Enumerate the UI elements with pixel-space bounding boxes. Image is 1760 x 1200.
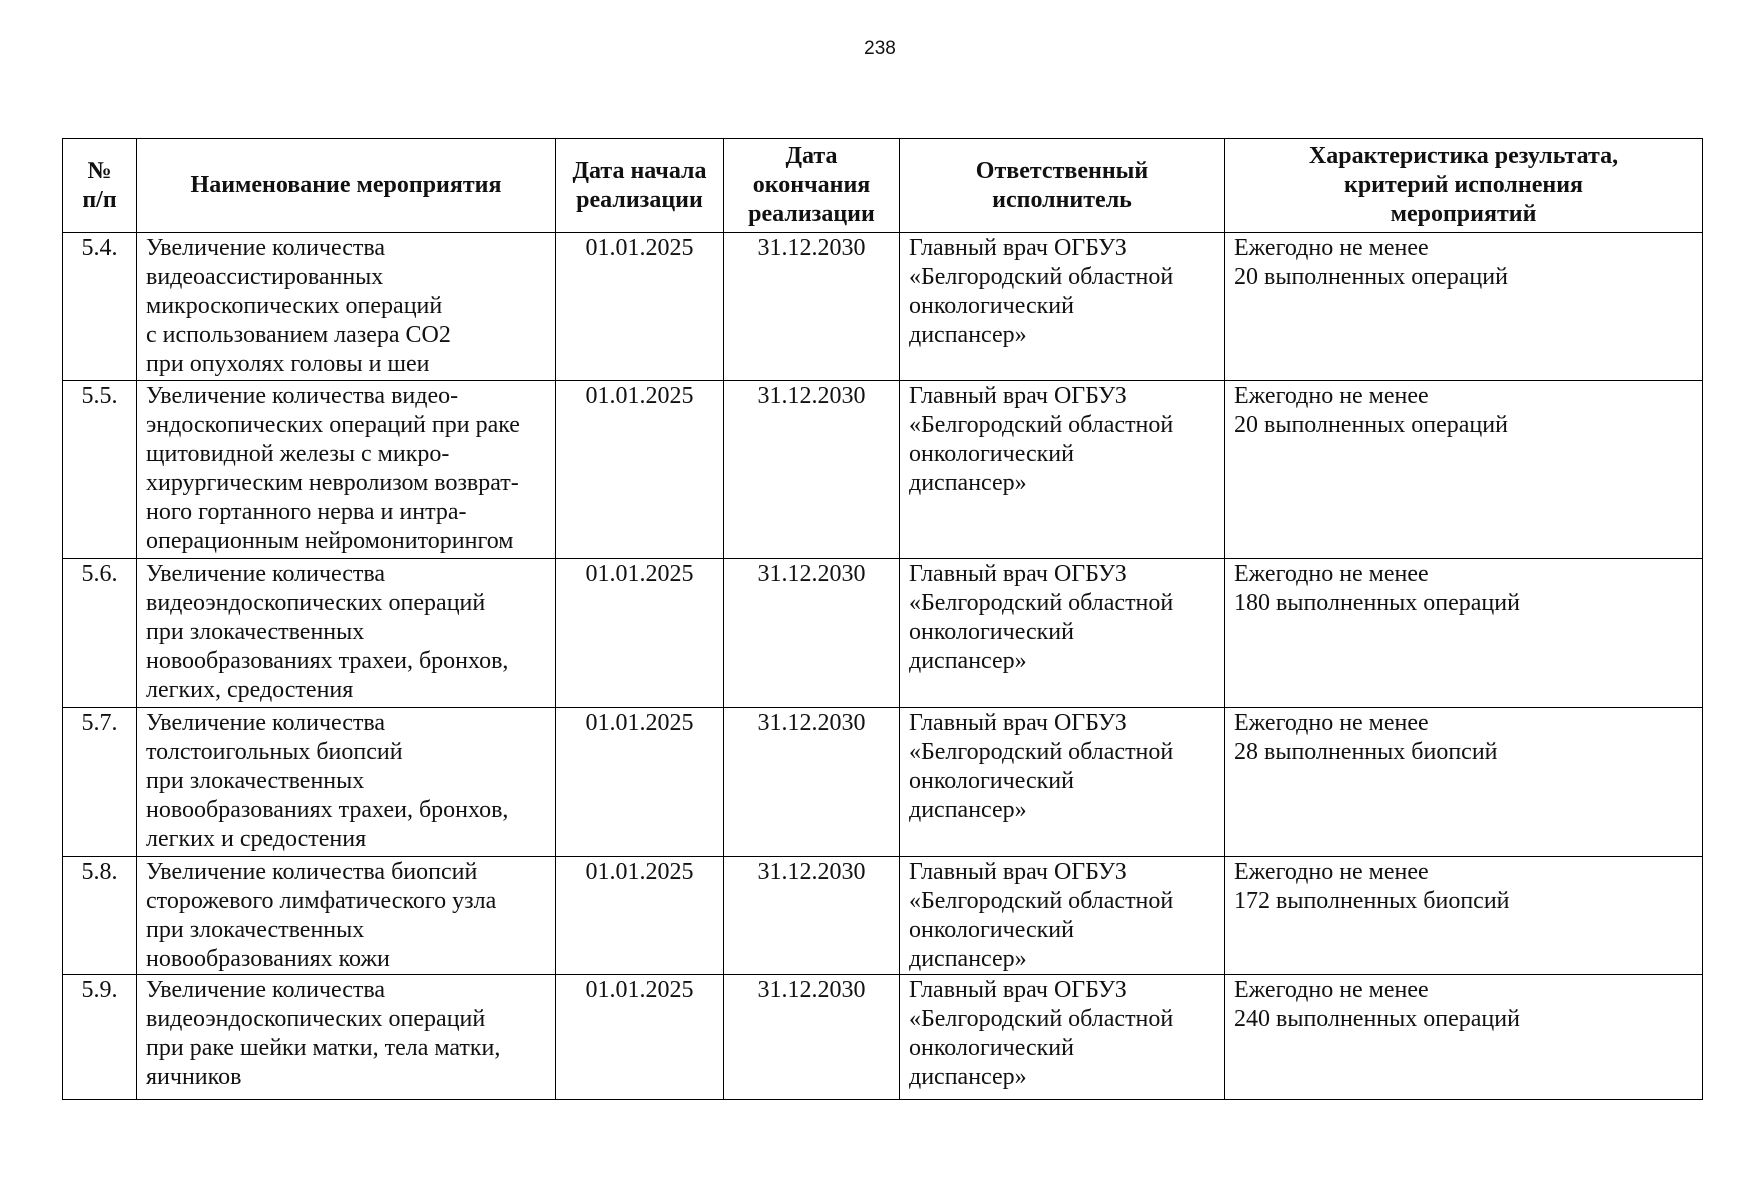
header-num: № п/п (63, 139, 137, 233)
activity-name: Увеличение количества видеоэндоскопических операций при раке шейки матки, тела матки, яичников (137, 975, 556, 1100)
end-date: 31.12.2030 (724, 559, 900, 708)
table-row (63, 233, 1703, 381)
table-row (63, 857, 1703, 975)
row-number: 5.8. (63, 857, 137, 975)
activity-name: Увеличение количества видео- эндоскопических операций при раке щитовидной железы с микро- хирургическим невролизом возврат- ного гортанного нерва и интра- операционным нейромониторингом (137, 381, 556, 559)
end-date: 31.12.2030 (724, 975, 900, 1100)
result-criterion: Ежегодно не менее 172 выполненных биопсий (1225, 857, 1703, 975)
header-start-date: Дата начала реализации (556, 139, 724, 233)
responsible-executor: Главный врач ОГБУЗ «Белгородский областной онкологический диспансер» (900, 708, 1225, 857)
start-date: 01.01.2025 (556, 559, 724, 708)
result-criterion: Ежегодно не менее 20 выполненных операций (1225, 233, 1703, 381)
result-criterion: Ежегодно не менее 180 выполненных операций (1225, 559, 1703, 708)
start-date: 01.01.2025 (556, 381, 724, 559)
end-date: 31.12.2030 (724, 381, 900, 559)
header-name: Наименование мероприятия (137, 139, 556, 233)
start-date: 01.01.2025 (556, 857, 724, 975)
start-date: 01.01.2025 (556, 975, 724, 1100)
row-number: 5.7. (63, 708, 137, 857)
responsible-executor: Главный врач ОГБУЗ «Белгородский областной онкологический диспансер» (900, 381, 1225, 559)
responsible-executor: Главный врач ОГБУЗ «Белгородский областной онкологический диспансер» (900, 233, 1225, 381)
table-row (63, 381, 1703, 559)
row-number: 5.5. (63, 381, 137, 559)
row-number: 5.4. (63, 233, 137, 381)
activity-name: Увеличение количества толстоигольных биопсий при злокачественных новообразованиях трахеи, бронхов, легких и средостения (137, 708, 556, 857)
row-number: 5.9. (63, 975, 137, 1100)
table-header-row (63, 139, 1703, 233)
page-number: 238 (864, 38, 896, 59)
responsible-executor: Главный врач ОГБУЗ «Белгородский областной онкологический диспансер» (900, 559, 1225, 708)
end-date: 31.12.2030 (724, 857, 900, 975)
table-row (63, 975, 1703, 1100)
result-criterion: Ежегодно не менее 20 выполненных операций (1225, 381, 1703, 559)
activity-name: Увеличение количества видеоэндоскопических операций при злокачественных новообразованиях трахеи, бронхов, легких, средостения (137, 559, 556, 708)
responsible-executor: Главный врач ОГБУЗ «Белгородский областной онкологический диспансер» (900, 857, 1225, 975)
start-date: 01.01.2025 (556, 233, 724, 381)
header-end-date: Дата окончания реализации (724, 139, 900, 233)
end-date: 31.12.2030 (724, 233, 900, 381)
activity-name: Увеличение количества видеоассистированных микроскопических операций с использованием лазера СО2 при опухолях головы и шеи (137, 233, 556, 381)
row-number: 5.6. (63, 559, 137, 708)
responsible-executor: Главный врач ОГБУЗ «Белгородский областной онкологический диспансер» (900, 975, 1225, 1100)
activities-table (62, 138, 1703, 1100)
header-responsible: Ответственный исполнитель (900, 139, 1225, 233)
table-row (63, 708, 1703, 857)
header-result: Характеристика результата, критерий исполнения мероприятий (1225, 139, 1703, 233)
start-date: 01.01.2025 (556, 708, 724, 857)
end-date: 31.12.2030 (724, 708, 900, 857)
result-criterion: Ежегодно не менее 28 выполненных биопсий (1225, 708, 1703, 857)
result-criterion: Ежегодно не менее 240 выполненных операций (1225, 975, 1703, 1100)
activity-name: Увеличение количества биопсий сторожевого лимфатического узла при злокачественных новообразованиях кожи (137, 857, 556, 975)
table-row (63, 559, 1703, 708)
